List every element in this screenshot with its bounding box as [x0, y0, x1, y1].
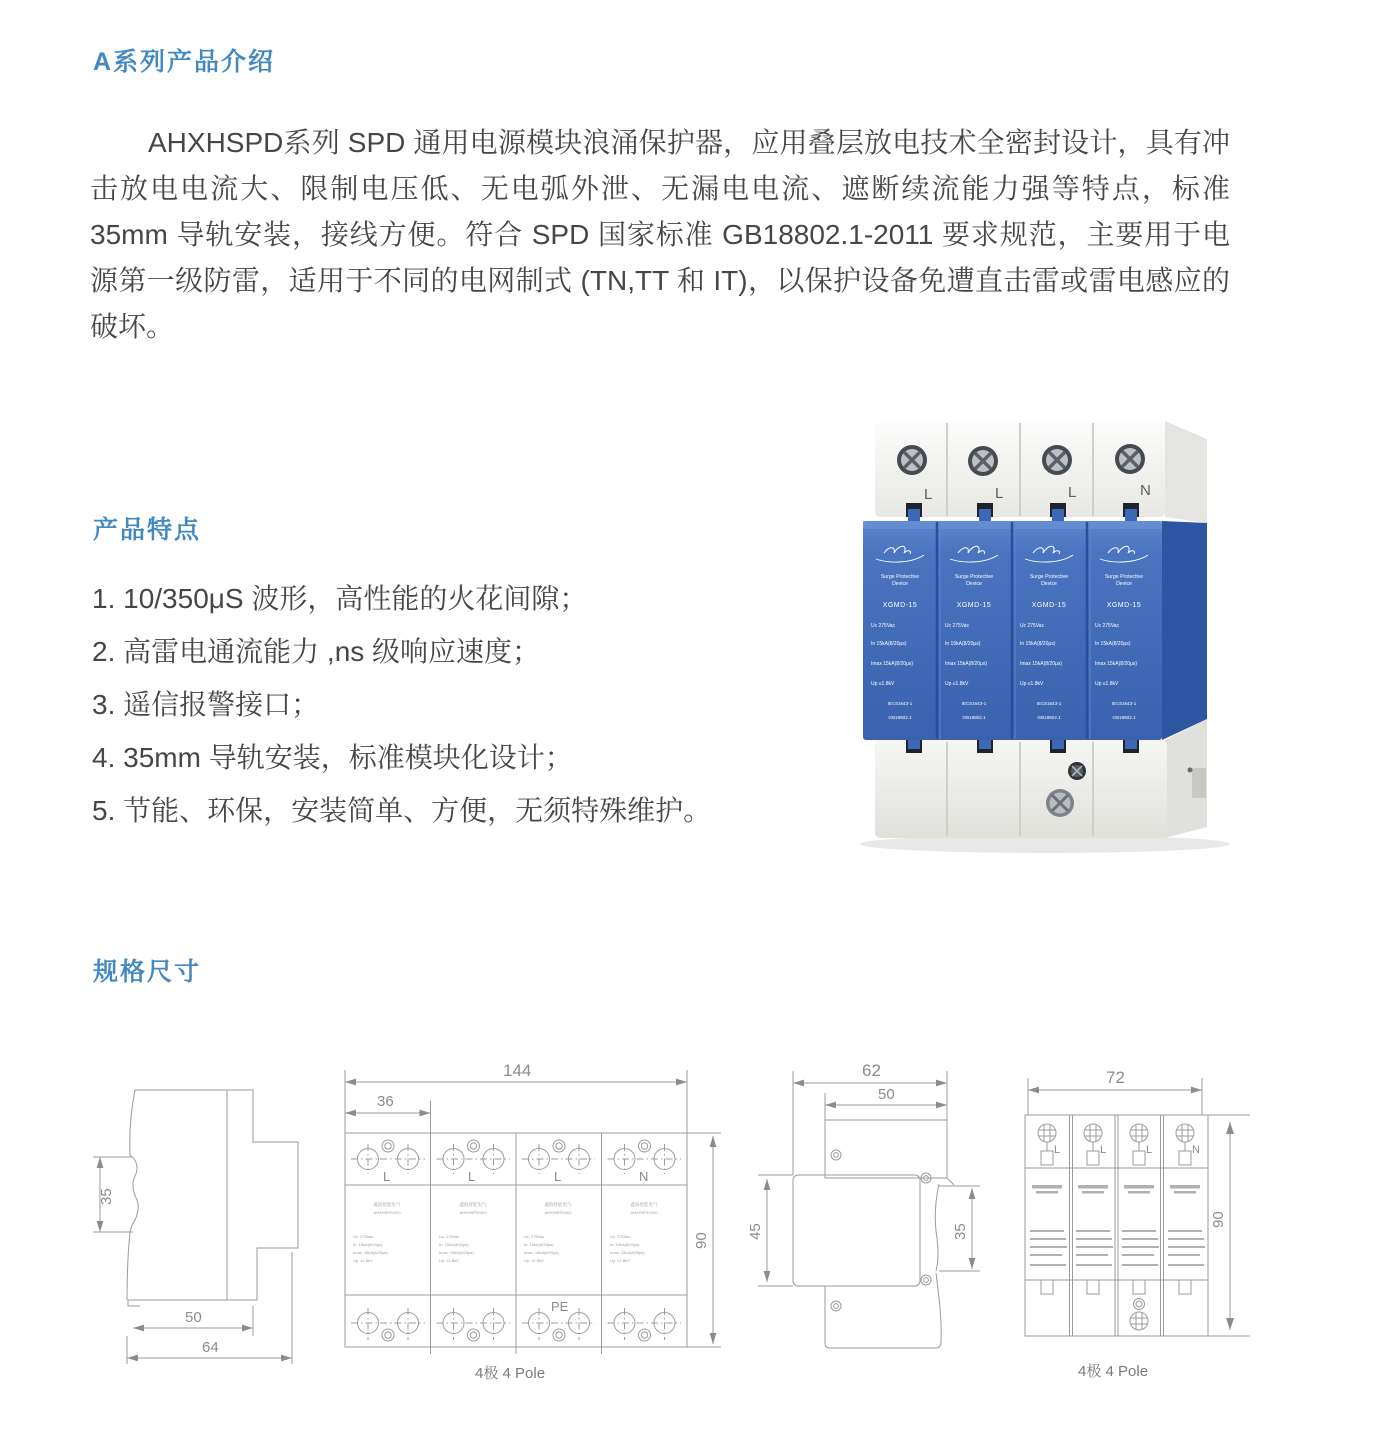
module-spec-line: Imax 15kA(8/20μs) — [871, 661, 914, 667]
drawn-terminal-label: L — [468, 1169, 476, 1184]
terminal-screw — [1042, 445, 1072, 475]
module-brand-line: Surge Protective — [1029, 574, 1069, 580]
module-brand-line: Device — [1116, 581, 1132, 587]
features-list — [92, 572, 711, 837]
terminal-screw — [1115, 444, 1145, 474]
drawn-spec: In: 15kA(8/20μs) — [439, 1242, 469, 1247]
module-spec-line: Imax 15kA(8/20μs) — [1020, 661, 1063, 667]
drawn-spec: In: 15kA(8/20μs) — [610, 1242, 640, 1247]
drawn-spec: Up: ≤1.8kV — [353, 1258, 373, 1263]
module-brand-line: Device — [892, 581, 908, 587]
intro-paragraph: AHXHSPD系列 SPD 通用电源模块浪涌保护器，应用叠层放电技术全密封设计，具有冲击放电电流大、限制电压低、无电弧外泄、无漏电电流、遮断续流能力强等特点，标准35mm 导轨安装，接线方便。符合 SPD 国家标准 GB18802.1-2011 要求规范，主要用于电源第一级防雷，适用于不同的电网制式 (TN,TT 和 IT)，以保护设备免遭直击雷或雷电感应的破坏。 — [90, 127, 1230, 342]
module-cert-line: GB18802.1 — [962, 715, 986, 720]
module-cert-line: IEC61643-1 — [961, 701, 987, 706]
dim-label-72: 72 — [1106, 1068, 1125, 1087]
dim-label-64: 64 — [202, 1339, 219, 1356]
dim-label-35: 35 — [952, 1223, 969, 1240]
module-spec-line: Up ≤1.8kV — [945, 681, 969, 687]
drawn-spec: Up: ≤1.8kV — [439, 1258, 459, 1263]
module-cert-line: GB18802.1 — [1037, 715, 1061, 720]
dim-label-62: 62 — [862, 1061, 881, 1080]
dim-label-36: 36 — [377, 1093, 394, 1110]
drawn-model: AHXHSPD/400 — [630, 1210, 658, 1215]
side-pin — [1188, 768, 1193, 773]
drawn-spec: Imax: 15kA(8/20μs) — [439, 1250, 474, 1255]
terminal-screw — [968, 446, 998, 476]
module-spec-line: Uc 275Vac — [1020, 623, 1045, 629]
module-model: XGMD-15 — [882, 602, 918, 609]
device-side-blue — [1162, 521, 1207, 740]
feature-item: 3. 遥信报警接口； — [92, 689, 320, 720]
drawn-brand: 鑫海智能电气 — [373, 1202, 401, 1207]
feature-item: 5. 节能、环保，安装简单、方便，无须特殊维护。 — [92, 795, 712, 826]
drawn-spec: In: 15kA(8/20μs) — [524, 1242, 554, 1247]
drawn-brand: 鑫海智能电气 — [630, 1202, 658, 1207]
drawn-spec: Uc: 275Vac — [439, 1234, 460, 1239]
drawn-spec: Up: ≤1.8kV — [610, 1258, 630, 1263]
drawn-terminal-label: L — [1100, 1144, 1107, 1156]
module-spec-line: Uc 275Vac — [1095, 623, 1120, 629]
drawn-spec: Imax: 15kA(8/20μs) — [524, 1250, 559, 1255]
module-cert-line: IEC61643-1 — [1036, 701, 1062, 706]
dim-label-90: 90 — [693, 1232, 710, 1249]
drawing-caption: 4极 4 Pole — [1078, 1363, 1149, 1380]
ground-screw-large — [1046, 789, 1074, 817]
terminal-label: N — [1140, 482, 1151, 499]
drawn-terminal-label: N — [639, 1169, 649, 1184]
terminal-label: L — [995, 485, 1004, 502]
din-rail-notch — [1192, 768, 1206, 798]
dim-label-50: 50 — [185, 1309, 202, 1326]
drawn-brand: 鑫海智能电气 — [544, 1202, 572, 1207]
module-spec-line: In 15kA(8/20μs) — [871, 641, 907, 647]
module-spec-line: Up ≤1.8kV — [871, 681, 895, 687]
drawing-side-profile — [85, 1080, 315, 1380]
drawn-spec: Uc: 275Vac — [353, 1234, 374, 1239]
drawn-terminal-label: N — [1192, 1144, 1200, 1156]
module-spec-line: Uc 275Vac — [871, 623, 896, 629]
drawn-model: AHXHSPD/400 — [544, 1210, 572, 1215]
drawn-terminal-label: L — [383, 1169, 391, 1184]
module-spec-line: Imax 15kA(8/20μs) — [1095, 661, 1138, 667]
drawn-spec: Uc: 275Vac — [524, 1234, 545, 1239]
dim-label-144: 144 — [503, 1061, 532, 1080]
drawn-spec: Uc: 275Vac — [610, 1234, 631, 1239]
module-brand-line: Device — [1041, 581, 1057, 587]
section-title-intro: A系列产品介绍 — [93, 48, 276, 76]
module-cert-line: GB18802.1 — [1112, 715, 1136, 720]
drawn-spec: Up: ≤1.8kV — [524, 1258, 544, 1263]
module-model: XGMD-15 — [1106, 602, 1142, 609]
dim-label-90: 90 — [1210, 1211, 1227, 1228]
dim-label-35: 35 — [98, 1188, 115, 1205]
drawn-terminals-top — [1038, 1124, 1194, 1165]
drawn-terminal-label: L — [1054, 1144, 1061, 1156]
dim-label-45: 45 — [747, 1223, 764, 1240]
module-cert-line: IEC61643-1 — [1111, 701, 1137, 706]
product-photo — [840, 403, 1260, 863]
module-spec-line: Imax 15kA(8/20μs) — [945, 661, 988, 667]
feature-item: 4. 35mm 导轨安装，标准模块化设计； — [92, 742, 573, 773]
drawn-pe-label: PE — [551, 1299, 569, 1314]
terminal-label: L — [924, 486, 933, 503]
section-title-dimensions: 规格尺寸 — [93, 958, 202, 986]
drawn-spec: In: 15kA(8/20μs) — [353, 1242, 383, 1247]
drawn-module-labels — [353, 1201, 658, 1263]
terminal-screw — [897, 445, 927, 475]
device-side-top — [1165, 421, 1207, 523]
terminal-label: L — [1068, 484, 1077, 501]
drawn-spec: Imax: 15kA(8/20μs) — [353, 1250, 388, 1255]
drawn-model: AHXHSPD/400 — [373, 1210, 401, 1215]
module-brand-line: Surge Protective — [1104, 574, 1144, 580]
drawn-terminal-label: L — [554, 1169, 562, 1184]
drawn-terminal-label: L — [1146, 1144, 1153, 1156]
module-brand-line: Surge Protective — [954, 574, 994, 580]
drawn-model: AHXHSPD/400 — [459, 1210, 487, 1215]
module-spec-line: In 15kA(8/20μs) — [1095, 641, 1131, 647]
section-title-features: 产品特点 — [93, 516, 202, 544]
module-model: XGMD-15 — [1031, 602, 1067, 609]
module-model: XGMD-15 — [956, 602, 992, 609]
module-cert-line: IEC61643-1 — [887, 701, 913, 706]
drawn-terminals-bottom — [1041, 1280, 1191, 1330]
feature-item: 1. 10/350μS 波形，高性能的火花间隙； — [92, 583, 588, 614]
drawing-front-4pole-small — [1018, 1058, 1263, 1393]
module-spec-line: Up ≤1.8kV — [1095, 681, 1119, 687]
drawing-caption: 4极 4 Pole — [475, 1365, 546, 1382]
drawing-front-4pole-large — [335, 1058, 730, 1393]
module-spec-line: Uc 275Vac — [945, 623, 970, 629]
module-cert-line: GB18802.1 — [888, 715, 912, 720]
drawn-spec: Imax: 15kA(8/20μs) — [610, 1250, 645, 1255]
drawing-side-view — [740, 1058, 1010, 1358]
module-brand-line: Device — [966, 581, 982, 587]
module-brand-line: Surge Protective — [880, 574, 920, 580]
feature-item: 2. 高雷电通流能力 ,ns 级响应速度； — [92, 636, 541, 667]
module-spec-line: In 15kA(8/20μs) — [1020, 641, 1056, 647]
module-spec-line: In 15kA(8/20μs) — [945, 641, 981, 647]
drawn-brand: 鑫海智能电气 — [459, 1202, 487, 1207]
module-spec-line: Up ≤1.8kV — [1020, 681, 1044, 687]
dim-label-50: 50 — [878, 1086, 895, 1103]
ground-screw-small — [1068, 762, 1086, 780]
